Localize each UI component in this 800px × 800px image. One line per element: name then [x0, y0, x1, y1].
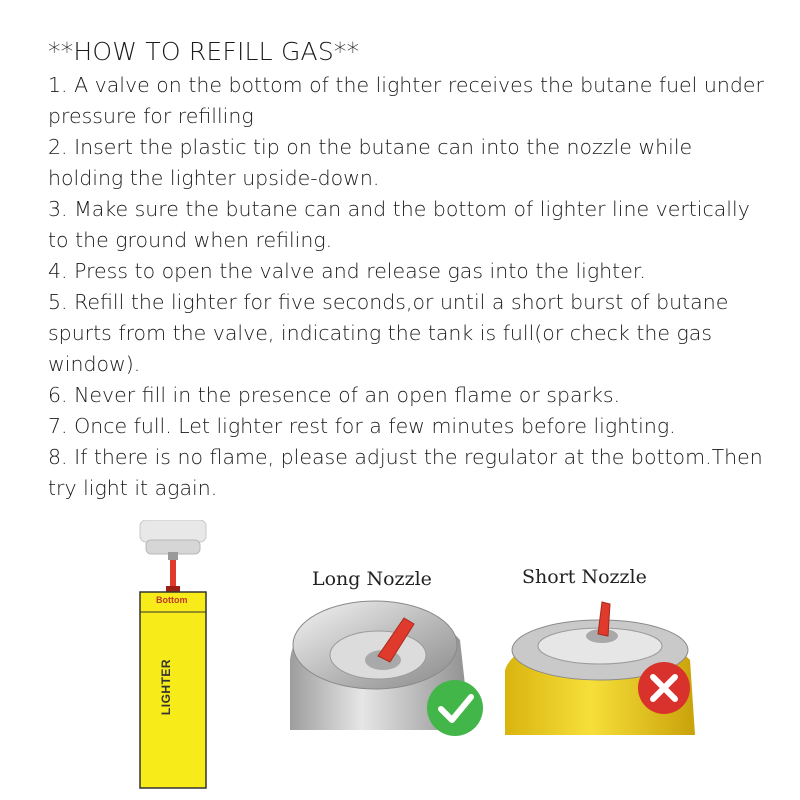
illustration-area — [0, 520, 800, 800]
instructions-block — [48, 36, 768, 504]
step-4: 4. Press to open the valve and release gas into the lighter. — [48, 259, 646, 283]
lighter-body-icon — [140, 592, 206, 788]
step-7: 7. Once full. Let lighter rest for a few minutes before lighting. — [48, 414, 676, 438]
step-2: 2. Insert the plastic tip on the butane can into the nozzle while holding the lighter upside-down. — [48, 135, 693, 190]
step-1: 1. A valve on the bottom of the lighter receives the butane fuel under pressure for refilling — [48, 73, 764, 128]
long-nozzle-can-icon — [290, 601, 483, 736]
lighter-illustration — [0, 520, 800, 800]
short-nozzle-caption: Short Nozzle — [522, 566, 647, 588]
long-nozzle-caption: Long Nozzle — [312, 568, 432, 590]
lighter-label: LIGHTER — [159, 658, 173, 716]
short-nozzle-can-icon — [505, 602, 695, 735]
step-5: 5. Refill the lighter for five seconds,or until a short burst of butane spurts from the valve, indicating the tank is full(or check the gas window). — [48, 290, 729, 376]
step-6: 6. Never fill in the presence of an open flame or sparks. — [48, 383, 621, 407]
step-8: 8. If there is no flame, please adjust the regulator at the bottom.Then try light it again. — [48, 445, 763, 500]
butane-can-tip-icon — [140, 520, 206, 592]
step-3: 3. Make sure the butane can and the bottom of lighter line vertically to the ground when refiling. — [48, 197, 750, 252]
page-title: **HOW TO REFILL GAS** — [48, 37, 360, 66]
steps-list — [48, 70, 768, 504]
lighter-bottom-label: Bottom — [156, 595, 188, 605]
